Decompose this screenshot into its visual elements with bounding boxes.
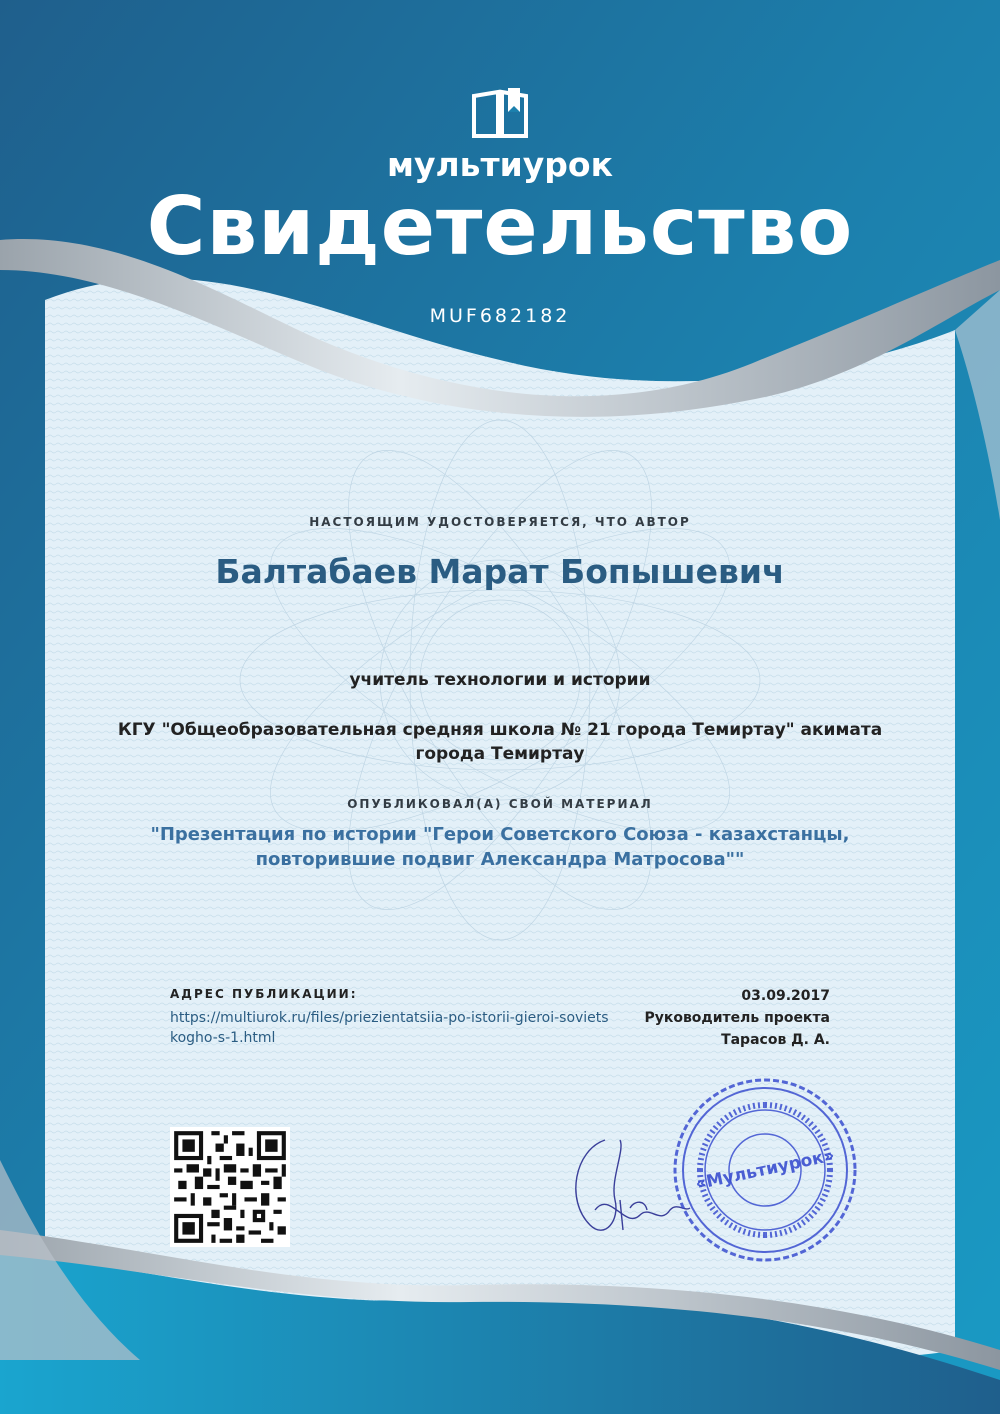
signatory-block — [644, 985, 830, 1051]
stamp-center-text: «Мультиурок» — [693, 1145, 837, 1195]
publication-url-link[interactable]: https://multiurok.ru/files/priezientatsiia-po-istorii-gieroi-sovietskogho-s-1.html — [170, 1010, 609, 1046]
issue-date: 03.09.2017 — [741, 988, 830, 1004]
material-title: "Презентация по истории "Герои Советского Союза - казахстанцы, повторившие подвиг Александра Матросова"" — [150, 824, 850, 870]
signatory-role: Руководитель проекта — [644, 1010, 830, 1026]
open-book-icon — [471, 88, 529, 140]
organization: КГУ "Общеобразовательная средняя школа № 21 города Темиртау" акимата города Темиртау — [117, 720, 883, 764]
brand-name: мультиурок — [387, 145, 613, 184]
author-name: Балтабаев Марат Бопышевич — [215, 552, 785, 591]
qr-code-icon[interactable] — [170, 1127, 290, 1247]
published-label: ОПУБЛИКОВАЛ(А) СВОЙ МАТЕРИАЛ — [347, 797, 653, 811]
author-position: учитель технологии и истории — [349, 670, 651, 690]
publication-address-label: АДРЕС ПУБЛИКАЦИИ: — [170, 987, 358, 1001]
organization-stamp-icon — [670, 1075, 860, 1265]
certificate-title: Свидетельство — [146, 180, 854, 273]
signatory-name: Тарасов Д. А. — [721, 1032, 830, 1048]
certify-text: НАСТОЯЩИМ УДОСТОВЕРЯЕТСЯ, ЧТО АВТОР — [309, 515, 691, 529]
certificate-number: MUF682182 — [429, 305, 571, 327]
